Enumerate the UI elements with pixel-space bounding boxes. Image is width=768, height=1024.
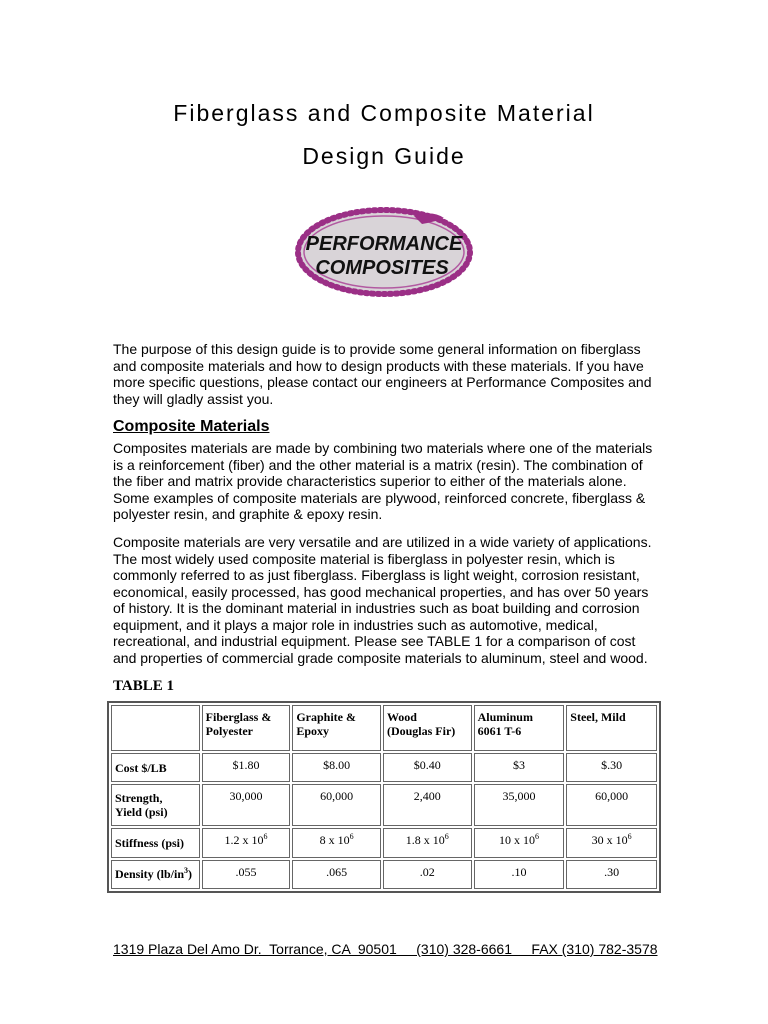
table-row bbox=[111, 860, 657, 889]
table-cell: 10 x $10^6$ bbox=[474, 828, 565, 857]
section-heading: Composite Materials bbox=[113, 418, 270, 435]
table-cell: $8.00 bbox=[292, 753, 381, 782]
table-cell: .30 bbox=[566, 860, 657, 889]
table-header-row bbox=[111, 705, 657, 751]
table-cell: $.30 bbox=[566, 753, 657, 782]
logo-line1: PERFORMANCE bbox=[305, 233, 463, 255]
table-cell: 35,000 bbox=[474, 784, 565, 826]
table-cell: .10 bbox=[474, 860, 565, 889]
table-cell: 30,000 bbox=[202, 784, 291, 826]
row-header: Stiffness (psi) bbox=[111, 828, 200, 857]
table-row bbox=[111, 828, 657, 857]
table-cell: .065 bbox=[292, 860, 381, 889]
column-header: Steel, Mild bbox=[566, 705, 657, 751]
composites-paragraph-1: Composites materials are made by combining two materials where one of the materials is a reinforcement (fiber) and the other material is a matrix (resin). The combination of the fiber and matrix provide characteristics superior to either of the materials alone. Some examples of composite materials are plywood, reinforced concrete, fiberglass & polyester resin, and graphite & epoxy resin. bbox=[113, 440, 653, 522]
table-cell: 8 x $10^6$ bbox=[292, 828, 381, 857]
composites-paragraph-2: Composite materials are very versatile and are utilized in a wide variety of applications. The most widely used composite material is fiberglass in polyester resin, which is commonly referred to as just fiberglass. Fiberglass is light weight, corrosion resistant, economical, easily processed, has good mechanical properties, and has over 50 years of history. It is the dominant material in industries such as boat building and corrosion equipment, and it plays a major role in industries such as automotive, medical, recreational, and industrial equipment. Please see TABLE 1 for a comparison of cost and properties of commercial grade composite materials to aluminum, steel and wood. bbox=[113, 534, 652, 666]
column-header: Graphite & Epoxy bbox=[292, 705, 381, 751]
table-label: TABLE 1 bbox=[113, 678, 174, 694]
column-header: Aluminum 6061 T-6 bbox=[474, 705, 565, 751]
table-cell: .055 bbox=[202, 860, 291, 889]
row-header: Density $(lb/in^3)$ bbox=[111, 860, 200, 889]
table-cell: 2,400 bbox=[383, 784, 472, 826]
intro-paragraph: The purpose of this design guide is to provide some general information on fiberglass and composite materials and how to design products with these materials. If you have more specific questions, please contact our engineers at Performance Composites and they will gladly assist you. bbox=[113, 341, 652, 407]
footer-address: 1319 Plaza Del Amo Dr. Torrance, CA 90501 (310) 328-6661 FAX (310) 782-3578 bbox=[113, 941, 658, 957]
table-corner-cell bbox=[111, 705, 200, 751]
table-cell: 60,000 bbox=[292, 784, 381, 826]
row-header: Cost $/LB bbox=[111, 753, 200, 782]
performance-composites-logo bbox=[292, 204, 476, 300]
table-row bbox=[111, 753, 657, 782]
table-cell: $0.40 bbox=[383, 753, 472, 782]
table-cell: .02 bbox=[383, 860, 472, 889]
document-subtitle: Design Guide bbox=[302, 143, 466, 169]
table-cell: 30 x $10^6$ bbox=[566, 828, 657, 857]
materials-comparison-table bbox=[107, 701, 661, 893]
table-cell: 1.8 x $10^6$ bbox=[383, 828, 472, 857]
table-cell: $3 bbox=[474, 753, 565, 782]
table-row bbox=[111, 784, 657, 826]
table-cell: 1.2 x $10^6$ bbox=[202, 828, 291, 857]
logo-line2: COMPOSITES bbox=[315, 257, 449, 279]
column-header: Fiberglass & Polyester bbox=[202, 705, 291, 751]
table-cell: $1.80 bbox=[202, 753, 291, 782]
column-header: Wood (Douglas Fir) bbox=[383, 705, 472, 751]
document-title: Fiberglass and Composite Material bbox=[173, 100, 595, 126]
row-header: Strength, Yield (psi) bbox=[111, 784, 200, 826]
table-cell: 60,000 bbox=[566, 784, 657, 826]
